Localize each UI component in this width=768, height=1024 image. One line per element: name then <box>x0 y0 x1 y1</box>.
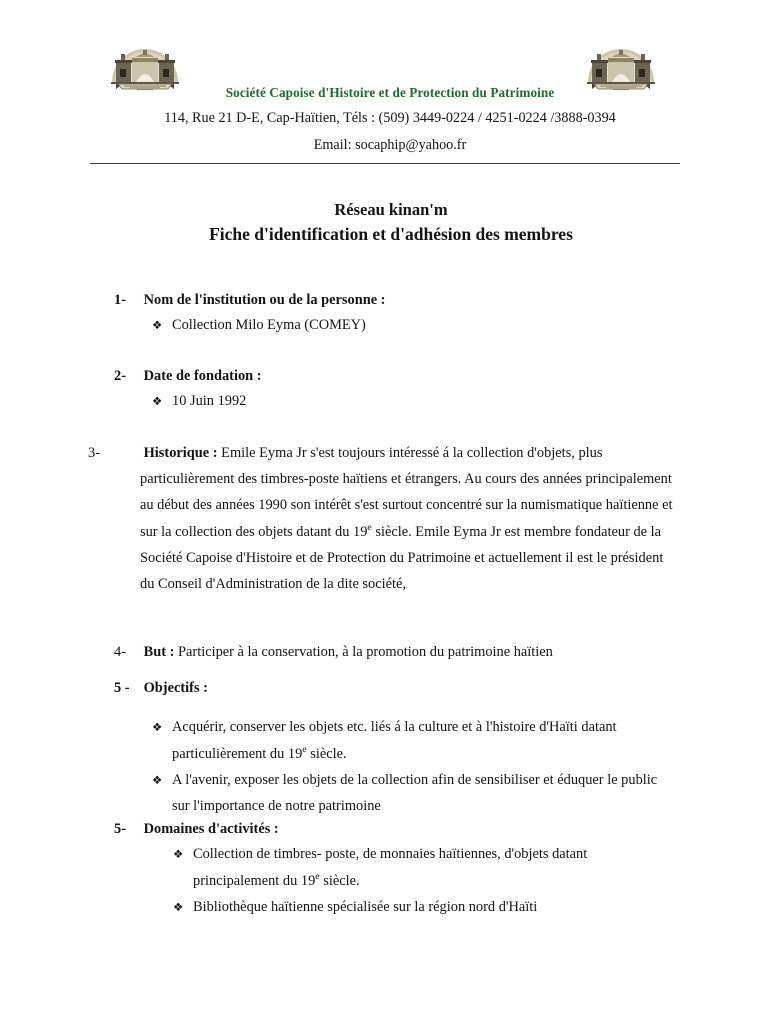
section-domaines-activites <box>114 818 674 920</box>
ordinal-suffix: e <box>315 870 320 882</box>
bullet-list <box>152 388 674 414</box>
section-number: 4- <box>114 644 126 660</box>
organization-name: Société Capoise d'Histoire et de Protection du Patrimoine <box>225 85 555 100</box>
list-item <box>152 767 674 819</box>
but-text: Participer à la conservation, à la promotion du patrimoine haïtien <box>178 644 553 660</box>
diamond-bullet-icon: ❖ <box>152 772 163 787</box>
ordinal-suffix: e <box>302 743 307 755</box>
list-item <box>152 312 674 338</box>
header-divider <box>90 163 680 164</box>
section-paragraph <box>88 440 674 597</box>
bullet-list <box>152 312 674 338</box>
historique-text-part2: siècle. Emile Eyma Jr est membre fondateur de la Société Capoise d'Histoire et de Protection du Patrimoine et actuellement il est le président du Conseil d'Administration de la dite société, <box>140 523 664 593</box>
bullet-list <box>152 714 674 819</box>
list-item-text: Collection Milo Eyma (COMEY) <box>172 317 366 334</box>
diamond-bullet-icon: ❖ <box>173 847 184 862</box>
section-heading <box>114 365 674 388</box>
section-objectifs <box>114 677 674 819</box>
list-item-text-cont: siècle. <box>319 872 360 889</box>
list-item-text: Acquérir, conserver les objets etc. liés á la culture et à l'histoire d'Haïti datant particulièrement du 19 <box>172 719 617 762</box>
list-item <box>152 714 674 766</box>
section-number: 2- <box>114 368 126 384</box>
section-heading <box>114 289 674 312</box>
section-number: 1- <box>114 292 126 308</box>
diamond-bullet-icon: ❖ <box>152 318 163 333</box>
section-heading <box>114 818 674 841</box>
diamond-bullet-icon: ❖ <box>152 720 163 735</box>
list-item-text: 10 Juin 1992 <box>172 393 247 410</box>
historique-text-part1: Emile Eyma Jr s'est toujours intéressé á la collection d'objets, plus particulièrement des timbres-poste haïtiens et étrangers. Au cours des années principalement au début des années 1990 son intérêt s'est surtout concentré sur la numismatique haïtienne et sur la collection des objets datant du 19 <box>140 445 673 540</box>
section-number: 3- <box>88 445 100 461</box>
list-item <box>173 894 674 920</box>
section-label: Nom de l'institution ou de la personne : <box>143 292 386 308</box>
list-item-text: Bibliothèque haïtienne spécialisée sur la région nord d'Haïti <box>193 898 538 915</box>
section-label: Objectifs : <box>143 680 208 696</box>
section-date-fondation <box>114 365 674 415</box>
section-label: But : <box>143 644 175 660</box>
section-but <box>114 641 674 664</box>
document-title-network: Réseau kinan'm <box>334 200 448 219</box>
bullet-list <box>173 841 674 920</box>
section-label: Domaines d'activités : <box>143 821 279 837</box>
section-number: 5- <box>114 821 126 837</box>
list-item <box>173 841 674 893</box>
section-heading <box>114 641 674 664</box>
section-historique <box>88 440 674 597</box>
section-number: 5 - <box>114 680 130 696</box>
monument-dome-logo-icon <box>582 36 660 92</box>
section-nom-institution <box>114 289 674 339</box>
address-line: 114, Rue 21 D-E, Cap-Haïtien, Téls : (509) 3449-0224 / 4251-0224 /3888-0394 <box>164 110 616 126</box>
list-item-text: Collection de timbres- poste, de monnaies haïtiennes, d'objets datant principalement du 19 <box>193 846 588 889</box>
section-label: Date de fondation : <box>143 368 262 384</box>
ordinal-suffix: e <box>367 521 372 533</box>
monument-dome-logo-icon <box>106 36 184 92</box>
list-item-text: A l'avenir, exposer les objets de la collection afin de sensibiliser et éduquer le public sur l'importance de notre patrimoine <box>172 771 658 814</box>
section-heading <box>114 677 674 700</box>
diamond-bullet-icon: ❖ <box>173 899 184 914</box>
email-line: Email: socaphip@yahoo.fr <box>313 137 467 153</box>
diamond-bullet-icon: ❖ <box>152 394 163 409</box>
section-label: Historique : <box>143 445 218 461</box>
document-title-form: Fiche d'identification et d'adhésion des membres <box>209 224 573 244</box>
list-item <box>152 388 674 414</box>
list-item-text-cont: siècle. <box>306 745 347 762</box>
